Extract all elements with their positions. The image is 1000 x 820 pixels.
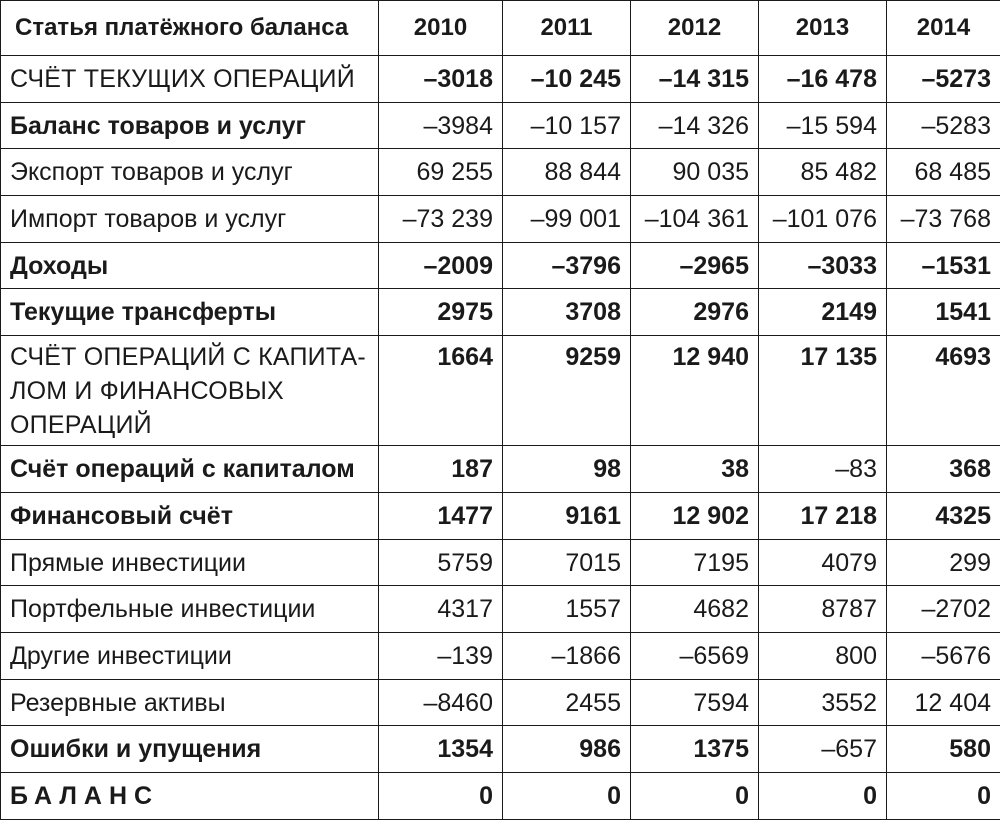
cell-value: 1354 [379,726,503,773]
cell-value: 0 [759,773,887,820]
cell-value: 38 [631,446,759,493]
row-label: Доходы [1,242,379,289]
cell-value: –10 245 [503,56,631,103]
cell-value: –1866 [503,633,631,680]
cell-value: –1531 [887,242,1000,289]
cell-value: –101 076 [759,196,887,243]
table-row [1,336,1000,446]
cell-value: 4317 [379,586,503,633]
row-label: СЧЁТ ОПЕРАЦИЙ С КАПИТА-ЛОМ И ФИНАНСОВЫХ ОПЕРАЦИЙ [1,336,379,446]
header-year-2012: 2012 [631,1,759,56]
row-label: Финансовый счёт [1,493,379,540]
table-row [1,242,1000,289]
cell-value: 0 [379,773,503,820]
cell-value: 368 [887,446,1000,493]
cell-value: –5283 [887,102,1000,149]
cell-value: –14 326 [631,102,759,149]
cell-value: –3033 [759,242,887,289]
cell-value: –2965 [631,242,759,289]
row-label: Другие инвестиции [1,633,379,680]
cell-value: 1477 [379,493,503,540]
cell-value: 1375 [631,726,759,773]
row-label: СЧЁТ ТЕКУЩИХ ОПЕРАЦИЙ [1,56,379,103]
row-label: БАЛАНС [1,773,379,820]
cell-value: 5759 [379,539,503,586]
cell-value: –73 768 [887,196,1000,243]
cell-value: –16 478 [759,56,887,103]
cell-value: 68 485 [887,149,1000,196]
header-year-2014: 2014 [887,1,1000,56]
table-header-row [1,1,1000,56]
row-label: Ошибки и упущения [1,726,379,773]
row-label: Текущие трансферты [1,289,379,336]
cell-value: –139 [379,633,503,680]
cell-value: 4693 [887,336,1000,446]
table-row [1,633,1000,680]
cell-value: –2009 [379,242,503,289]
cell-value: –104 361 [631,196,759,243]
table-row [1,773,1000,820]
cell-value: 1664 [379,336,503,446]
cell-value: 2455 [503,679,631,726]
cell-value: 4682 [631,586,759,633]
cell-value: 7015 [503,539,631,586]
cell-value: 986 [503,726,631,773]
row-label: Баланс товаров и услуг [1,102,379,149]
cell-value: 2976 [631,289,759,336]
cell-value: 4325 [887,493,1000,540]
table-row [1,289,1000,336]
table-row [1,102,1000,149]
cell-value: 0 [887,773,1000,820]
cell-value: 1557 [503,586,631,633]
cell-value: 12 404 [887,679,1000,726]
table-row [1,446,1000,493]
cell-value: 187 [379,446,503,493]
row-label: Экспорт товаров и услуг [1,149,379,196]
cell-value: –73 239 [379,196,503,243]
cell-value: 8787 [759,586,887,633]
cell-value: 98 [503,446,631,493]
cell-value: 1541 [887,289,1000,336]
cell-value: –14 315 [631,56,759,103]
cell-value: 0 [631,773,759,820]
header-year-2011: 2011 [503,1,631,56]
table-row [1,679,1000,726]
cell-value: 800 [759,633,887,680]
cell-value: –5676 [887,633,1000,680]
cell-value: 12 940 [631,336,759,446]
cell-value: –3796 [503,242,631,289]
row-label: Счёт операций с капиталом [1,446,379,493]
cell-value: 90 035 [631,149,759,196]
cell-value: –3984 [379,102,503,149]
cell-value: 3552 [759,679,887,726]
cell-value: 69 255 [379,149,503,196]
cell-value: –8460 [379,679,503,726]
cell-value: –2702 [887,586,1000,633]
cell-value: –3018 [379,56,503,103]
table-row [1,149,1000,196]
table-row [1,493,1000,540]
header-year-2013: 2013 [759,1,887,56]
table-row [1,196,1000,243]
cell-value: 299 [887,539,1000,586]
cell-value: 580 [887,726,1000,773]
cell-value: –5273 [887,56,1000,103]
row-label: Прямые инвестиции [1,539,379,586]
cell-value: 85 482 [759,149,887,196]
cell-value: 4079 [759,539,887,586]
cell-value: –99 001 [503,196,631,243]
table-row [1,726,1000,773]
cell-value: 9259 [503,336,631,446]
cell-value: 17 135 [759,336,887,446]
cell-value: 17 218 [759,493,887,540]
table-row [1,56,1000,103]
cell-value: –657 [759,726,887,773]
cell-value: 7195 [631,539,759,586]
header-item: Статья платёжного баланса [1,1,379,56]
cell-value: 0 [503,773,631,820]
cell-value: –15 594 [759,102,887,149]
cell-value: –6569 [631,633,759,680]
row-label: Портфельные инвестиции [1,586,379,633]
header-year-2010: 2010 [379,1,503,56]
row-label: Импорт товаров и услуг [1,196,379,243]
cell-value: 12 902 [631,493,759,540]
table-row [1,539,1000,586]
cell-value: 7594 [631,679,759,726]
cell-value: –83 [759,446,887,493]
cell-value: 88 844 [503,149,631,196]
table-row [1,586,1000,633]
cell-value: 2149 [759,289,887,336]
row-label: Резервные активы [1,679,379,726]
cell-value: –10 157 [503,102,631,149]
cell-value: 2975 [379,289,503,336]
cell-value: 3708 [503,289,631,336]
cell-value: 9161 [503,493,631,540]
